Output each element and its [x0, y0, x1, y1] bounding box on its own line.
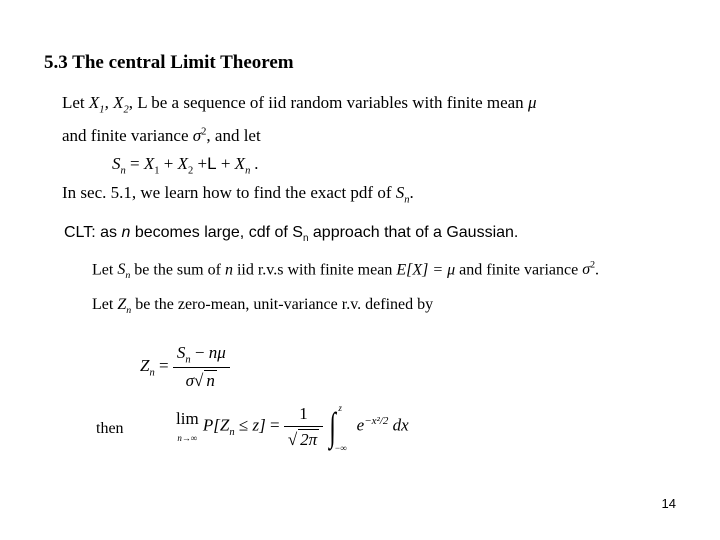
thm-sn: $S_n$ [117, 261, 131, 282]
page-number: 14 [661, 496, 676, 511]
thm-mid2: iid r.v.s with finite mean [232, 261, 397, 279]
thm-let-1: Let [92, 261, 118, 279]
intro-line-1 [62, 93, 536, 115]
then-label: then [96, 420, 124, 437]
norm-fraction: $\frac{1}{√ 2\pi}$ [284, 404, 323, 450]
clt-sub: n [302, 233, 309, 245]
intro-line-4: In sec. 5.1, we learn how to find the exact pdf of $S_n$. [62, 183, 414, 206]
clt-statement [64, 224, 518, 244]
thm-line2-text: be the zero-mean, unit-variance r.v. defined by [131, 296, 434, 313]
clt-prefix: CLT: as [64, 224, 122, 241]
intro-line2-text: and finite variance [62, 126, 193, 145]
thm-zn: $Z_n$ [117, 296, 132, 317]
thm-sigma2: $\sigma^2$ [582, 260, 596, 279]
mu-symbol: μ [527, 93, 537, 112]
sum-ellipsis: L [207, 154, 217, 173]
intro-line2-suffix: , and let [206, 126, 261, 145]
intro-line1-text: be a sequence of iid random variables with finite mean [146, 93, 528, 112]
theorem-line-1: Let $S_n$ be the sum of n iid r.v.s with finite mean E[X] = μ and finite variance $\sigma^2$. [92, 260, 600, 282]
sum-equation: $S_n = X_1 + X_2 +L + X_n$ . [112, 154, 259, 177]
intro-line4-text: In sec. 5.1, we learn how to find the exact pdf of [62, 183, 396, 202]
thm-mean-expr: E[X] = μ [396, 261, 456, 279]
intro-seq-ellipsis: , L [128, 93, 147, 112]
thm-let-2: Let [92, 296, 118, 313]
clt-mid: becomes large, cdf of S [130, 224, 303, 241]
lim-operator: lim n→∞ [176, 408, 199, 443]
intro-line-3-sum-equation [112, 154, 259, 176]
clt-n: n [121, 224, 131, 241]
sigma-squared: $\sigma^2$ [192, 126, 207, 145]
thm-mid1: be the sum of [130, 261, 225, 279]
theorem-line-2 [92, 296, 433, 316]
intro-let-text: Let [62, 93, 89, 112]
zn-fraction: $\frac{S_n - n\mu}{\sigma√ n}$ [173, 343, 230, 391]
thm-end1: and finite variance [455, 261, 583, 279]
sn-symbol: $S_n$ [395, 183, 410, 206]
slide-title: 5.3 The central Limit Theorem [44, 52, 294, 73]
clt-limit-formula: lim n→∞ $P[Z_n \le z]$ = $\frac{1}{√ 2\pi}$ ∫ z −∞ $e^{-x^2/2}$ dx [176, 402, 409, 453]
intro-seq-math: $X_1$, $X_2$ [88, 93, 129, 116]
intro-line-2 [62, 126, 261, 146]
zn-definition-formula: $Z_n$ = $\frac{S_n - n\mu}{\sigma√ n}$ [140, 343, 230, 391]
clt-suffix: approach that of a Gaussian. [308, 224, 519, 241]
integral-sign: ∫ [329, 404, 337, 449]
